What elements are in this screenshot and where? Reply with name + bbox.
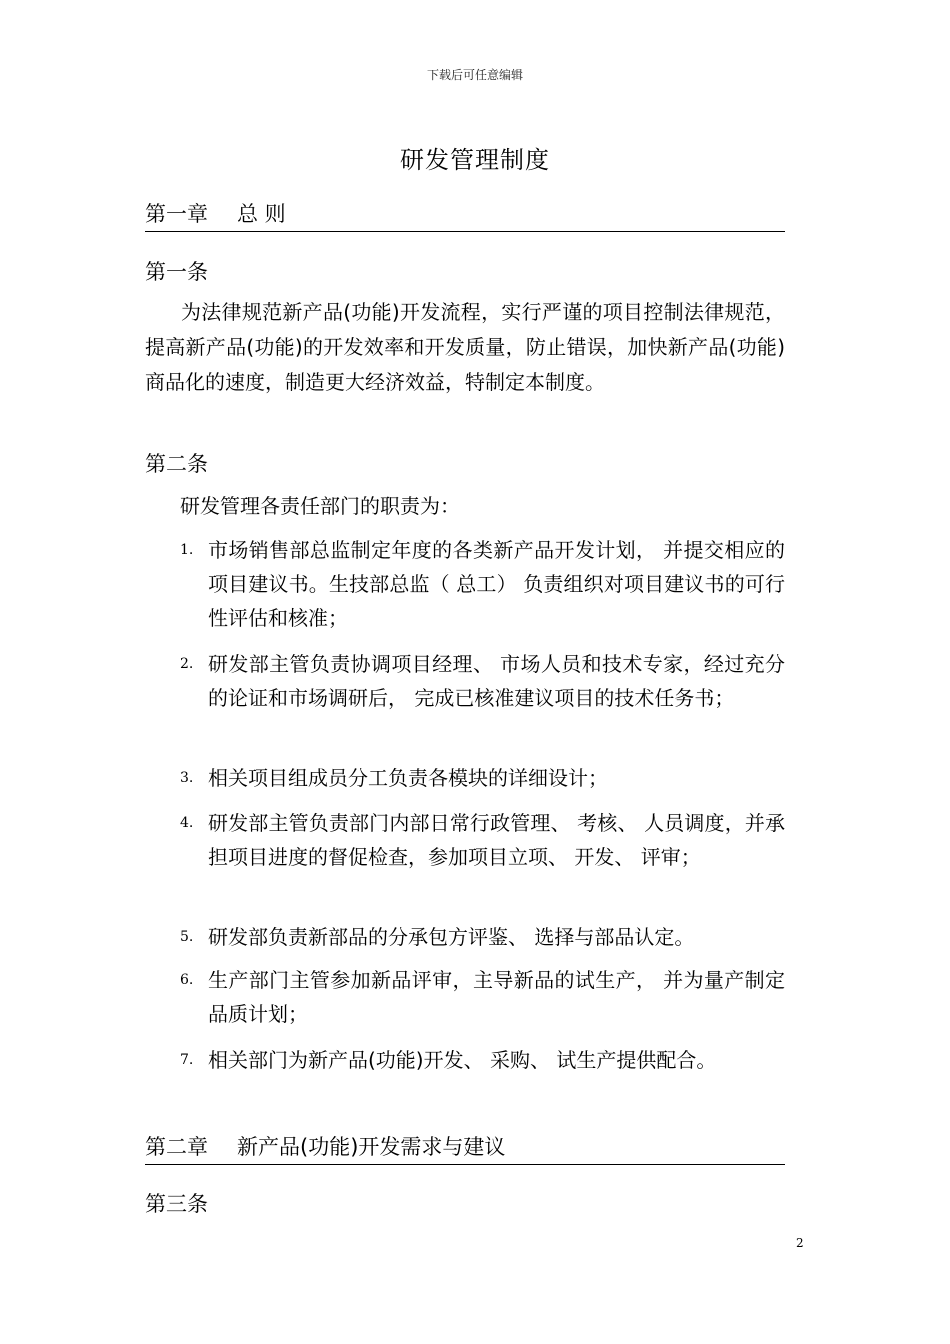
list-item-number: 6. [180,972,194,988]
list-item [180,533,785,635]
list-item-text: 相关项目组成员分工负责各模块的详细设计； [208,766,608,790]
list-item [180,806,785,874]
chapter-2-heading [145,1131,785,1165]
chapter-2-title: 新产品(功能)开发需求与建议 [237,1135,506,1159]
article-2-intro: 研发管理各责任部门的职责为： [180,494,460,518]
article-1-text: 为法律规范新产品(功能)开发流程，实行严谨的项目控制法律规范，提高新产品(功能)的开发效率和开发质量，防止错误，加快新产品(功能)商品化的速度，制造更大经济效益，特制定本制度。 [145,300,785,394]
list-item-number: 1. [180,542,194,558]
list-item-text: 研发部主管负责协调项目经理、 市场人员和技术专家，经过充分的论证和市场调研后， 完成已核准建议项目的技术任务书； [208,652,785,710]
list-item-text: 生产部门主管参加新品评审，主导新品的试生产， 并为量产制定品质计划； [208,968,785,1026]
list-item-number: 3. [180,770,194,786]
document-title: 研发管理制度 [400,146,550,174]
chapter-1-heading [145,198,785,232]
header-note: 下载后可任意编辑 [426,68,523,82]
list-item-number: 2. [180,656,194,672]
chapter-2-number: 第二章 [145,1135,208,1159]
article-3-label: 第三条 [145,1192,208,1216]
list-item [180,920,785,954]
chapter-1-title: 总 则 [237,202,286,226]
list-item [180,761,785,795]
list-item-number: 4. [180,815,194,831]
list-item-text: 研发部主管负责部门内部日常行政管理、 考核、 人员调度，并承担项目进度的督促检查，参加项目立项、 开发、 评审； [208,811,785,869]
list-item-text: 市场销售部总监制定年度的各类新产品开发计划， 并提交相应的项目建议书。生技部总监（ 总工） 负责组织对项目建议书的可行性评估和核准； [208,538,785,630]
article-2-label: 第二条 [145,452,208,476]
list-item-text: 研发部负责新部品的分承包方评鉴、 选择与部品认定。 [208,925,695,949]
list-item-number: 7. [180,1052,194,1068]
list-item [180,647,785,715]
list-item [180,1043,785,1077]
list-item-text: 相关部门为新产品(功能)开发、 采购、 试生产提供配合。 [208,1048,717,1072]
page-number: 2 [796,1236,804,1250]
chapter-1-number: 第一章 [145,202,208,226]
list-item-number: 5. [180,929,194,945]
article-1-label: 第一条 [145,260,208,284]
list-item [180,963,785,1031]
